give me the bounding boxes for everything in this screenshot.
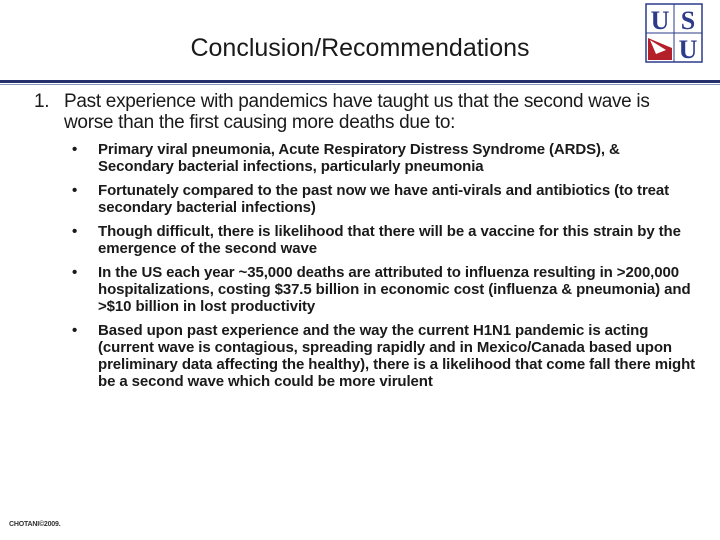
bullet-item [0, 182, 720, 216]
bullet-icon: • [72, 141, 78, 158]
bullet-icon: • [72, 182, 78, 199]
bullet-text: Primary viral pneumonia, Acute Respiratory Distress Syndrome (ARDS), & Secondary bacterial infections, particularly pneumonia [98, 141, 620, 175]
bullet-item [0, 223, 720, 257]
bullet-item [0, 322, 720, 390]
bullet-item [0, 141, 720, 175]
bullet-text: In the US each year ~35,000 deaths are attributed to influenza resulting in >200,000 hospitalizations, costing $37.5 billion in economic cost (influenza & pneumonia) and >$10 billion in lost productivity [98, 264, 691, 315]
bullet-text: Based upon past experience and the way the current H1N1 pandemic is acting (current wave is contagious, spreading rapidly and in Mexico/Canada based upon preliminary data affecting the healthy), there is a likelihood that come fall there might be a second wave which could be more virulent [98, 322, 696, 390]
numbered-point [0, 91, 720, 133]
usu-shield-logo [644, 2, 704, 64]
bullet-icon: • [72, 264, 78, 281]
point-number: 1. [34, 91, 50, 112]
logo-letter-s: S [680, 6, 696, 35]
slide-title: Conclusion/Recommendations [190, 34, 530, 62]
bullet-icon: • [72, 322, 78, 339]
title-divider-thin [0, 84, 720, 85]
bullet-icon: • [72, 223, 78, 240]
logo-letter-u: U [650, 6, 670, 35]
bullet-text: Fortunately compared to the past now we have anti-virals and antibiotics (to treat secondary bacterial infections) [98, 182, 670, 216]
bullet-text: Though difficult, there is likelihood that there will be a vaccine for this strain by the emergence of the second wave [98, 223, 681, 257]
logo-letter-u2: U [678, 35, 698, 64]
title-divider [0, 80, 720, 83]
bullet-list [0, 141, 720, 390]
bullet-item [0, 264, 720, 315]
slide-content [0, 91, 720, 397]
point-text: Past experience with pandemics have taught us that the second wave is worse than the first causing more deaths due to: [64, 91, 650, 133]
copyright-footer: CHOTANI©2009. [9, 521, 61, 528]
